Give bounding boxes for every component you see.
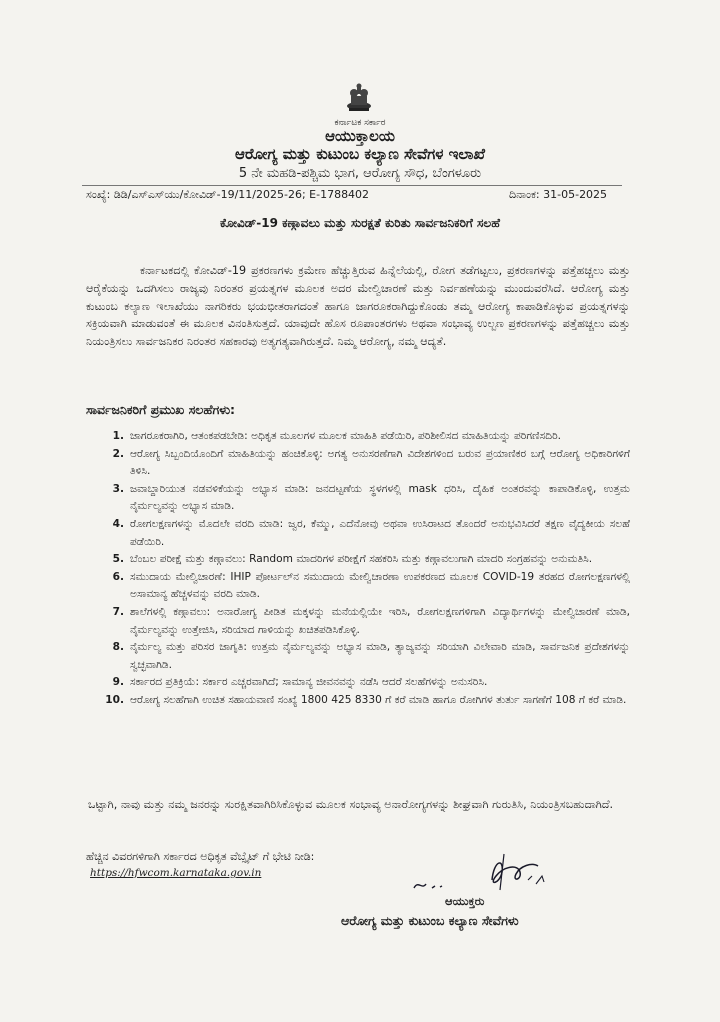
advisories-list	[102, 428, 630, 710]
office-name: ಆಯುಕ್ತಾಲಯ	[325, 127, 395, 145]
advisory-number: 9.	[112, 676, 124, 689]
handwritten-signature	[408, 850, 558, 900]
advisory-item	[102, 516, 630, 551]
document-date: ದಿನಾಂಕ: 31-05-2025	[509, 188, 608, 201]
advisory-item	[102, 674, 630, 692]
advisory-number: 4.	[112, 517, 124, 530]
advisory-item	[102, 551, 630, 569]
intro-paragraph: ಕರ್ನಾಟಕದಲ್ಲಿ ಕೋವಿಡ್-19 ಪ್ರಕರಣಗಳು ಕ್ರಮೇಣ ಹೆಚ್ಚುತ್ತಿರುವ ಹಿನ್ನೆಲೆಯಲ್ಲಿ, ರೋಗ ತಡೆಗಟ್ಟಲು, ಪ್ರಕರಣಗಳನ್ನು ಪತ್ತೆಹಚ್ಚಲು ಮತ್ತು ಆರೈಕೆಯನ್ನು ಒದಗಿಸಲು ರಾಜ್ಯವು ನಿರಂತರ ಪ್ರಯತ್ನಗಳ ಮೂಲಕ ಅದರ ಮೇಲ್ವಿಚಾರಣೆ ಮತ್ತು ನಿರ್ವಹಣೆಯನ್ನು ಮುಂದುವರೆಸಿದೆ. ಆರೋಗ್ಯ ಮತ್ತು ಕುಟುಂಬ ಕಲ್ಯಾಣ ಇಲಾಖೆಯು ನಾಗರಿಕರು ಭಯಭೀತರಾಗದಂತೆ ಹಾಗೂ ಜಾಗರೂಕರಾಗಿದ್ದುಕೊಂಡು ತಮ್ಮ ಆರೋಗ್ಯ ಕಾಪಾಡಿಕೊಳ್ಳುವ ಪ್ರಯತ್ನಗಳನ್ನು ಸಕ್ರಿಯವಾಗಿ ಮಾಡುವಂತೆ ಈ ಮೂಲಕ ವಿನಂತಿಸುತ್ತದೆ. ಯಾವುದೇ ಹೊಸ ರೂಪಾಂತರಗಳು ಅಥವಾ ಸಂಭಾವ್ಯ ಉಲ್ಬಣ ಪ್ರಕರಣಗಳನ್ನು ಪತ್ತೆಹಚ್ಚಲು ಮತ್ತು ನಿಯಂತ್ರಿಸಲು ಸಾರ್ವಜನಿಕರ ನಿರಂತರ ಸಹಕಾರವು ಅತ್ಯಗತ್ಯವಾಗಿರುತ್ತದೆ. ನಿಮ್ಮ ಆರೋಗ್ಯ, ನಮ್ಮ ಆದ್ಯತೆ.	[86, 264, 630, 349]
advisory-text: ಸಮುದಾಯ ಮೇಲ್ವಿಚಾರಣೆ: IHIP ಪೋರ್ಟಲ್‌ನ ಸಮುದಾಯ ಮೇಲ್ವಿಚಾರಣಾ ಉಪಕರಣದ ಮೂಲಕ COVID-19 ತರಹದ ರೋಗಲಕ್ಷಣಗಳಲ್ಲಿ ಅಸಾಮಾನ್ಯ ಹೆಚ್ಚಳವನ್ನು ವರದಿ ಮಾಡಿ.	[130, 570, 630, 601]
advisory-item	[102, 604, 630, 639]
advisory-number: 1.	[112, 430, 124, 442]
closing-paragraph: ಒಟ್ಟಾಗಿ, ನಾವು ಮತ್ತು ನಮ್ಮ ಜನರನ್ನು ಸುರಕ್ಷಿತವಾಗಿರಿಸಿಕೊಳ್ಳುವ ಮೂಲಕ ಸಂಭಾವ್ಯ ಅನಾರೋಗ್ಯಗಳನ್ನು ಶೀಘ್ರವಾಗಿ ಗುರುತಿಸಿ, ನಿಯಂತ್ರಿಸಬಹುದಾಗಿದೆ.	[88, 798, 614, 811]
reference-number: ಸಂಖ್ಯೆ: ಡಿಡಿ/ಎಸ್‌ಎಸ್‌ಯು/ಕೋವಿಡ್-19/11/2025-26; E-1788402	[86, 188, 370, 201]
subject-line: ಕೋವಿಡ್-19 ಕಣ್ಗಾವಲು ಮತ್ತು ಸುರಕ್ಷತೆ ಕುರಿತು ಸಾರ್ವಜನಿಕರಿಗೆ ಸಲಹೆ	[219, 216, 501, 230]
advisory-item	[102, 639, 630, 674]
advisory-text: ರೋಗಲಕ್ಷಣಗಳನ್ನು ಮೊದಲೇ ವರದಿ ಮಾಡಿ: ಜ್ವರ, ಕೆಮ್ಮು, ಎದೆನೋವು ಅಥವಾ ಉಸಿರಾಟದ ತೊಂದರೆ ಅನುಭವಿಸಿದರೆ ತಕ್ಷಣ ವೈದ್ಯಕೀಯ ಸಲಹೆ ಪಡೆಯಿರಿ.	[130, 517, 630, 548]
advisory-number: 3.	[112, 482, 124, 495]
department-name: ಆರೋಗ್ಯ ಮತ್ತು ಕುಟುಂಬ ಕಲ್ಯಾಣ ಸೇವೆಗಳ ಇಲಾಖೆ	[235, 145, 485, 163]
state-emblem-icon	[342, 82, 376, 116]
office-address: 5 ನೇ ಮಹಡಿ-ಪಶ್ಚಿಮ ಭಾಗ, ಆರೋಗ್ಯ ಸೌಧ, ಬೆಂಗಳೂರು	[238, 166, 482, 181]
advisory-item	[102, 446, 630, 481]
advisory-text: ಆರೋಗ್ಯ ಸಿಬ್ಬಂದಿಯೊಂದಿಗೆ ಮಾಹಿತಿಯನ್ನು ಹಂಚಿಕೊಳ್ಳಿ: ಅಗತ್ಯ ಅನುಸರಣೆಗಾಗಿ ವಿದೇಶಗಳಿಂದ ಬರುವ ಪ್ರಯಾಣಿಕರ ಬಗ್ಗೆ ಆರೋಗ್ಯ ಅಧಿಕಾರಿಗಳಿಗೆ ತಿಳಿಸಿ.	[130, 447, 630, 478]
advisory-text: ಬೆಂಬಲ ಪರೀಕ್ಷೆ ಮತ್ತು ಕಣ್ಗಾವಲು: Random ಮಾದರಿಗಳ ಪರೀಕ್ಷೆಗೆ ಸಹಕರಿಸಿ ಮತ್ತು ಕಣ್ಗಾವಲುಗಾಗಿ ಮಾದರಿ ಸಂಗ್ರಹವನ್ನು ಅನುಮತಿಸಿ.	[130, 553, 593, 566]
website-link[interactable]: https://hfwcom.karnataka.gov.in	[90, 867, 262, 879]
advisory-text: ಶಾಲೆಗಳಲ್ಲಿ ಕಣ್ಗಾವಲು: ಅನಾರೋಗ್ಯ ಪೀಡಿತ ಮಕ್ಕಳನ್ನು ಮನೆಯಲ್ಲಿಯೇ ಇರಿಸಿ, ರೋಗಲಕ್ಷಣಗಳಿಗಾಗಿ ವಿದ್ಯಾರ್ಥಿಗಳನ್ನು ಮೇಲ್ವಿಚಾರಣೆ ಮಾಡಿ, ನೈರ್ಮಲ್ಯವನ್ನು ಉತ್ತೇಜಿಸಿ, ಸರಿಯಾದ ಗಾಳಿಯನ್ನು ಖಚಿತಪಡಿಸಿಕೊಳ್ಳಿ.	[130, 605, 630, 636]
advisory-number: 8.	[112, 641, 124, 654]
signatory-department: ಆರೋಗ್ಯ ಮತ್ತು ಕುಟುಂಬ ಕಲ್ಯಾಣ ಸೇವೆಗಳು	[341, 913, 519, 928]
advisory-text: ಸರ್ಕಾರದ ಪ್ರತಿಕ್ರಿಯೆ: ಸರ್ಕಾರ ಎಚ್ಚರವಾಗಿದೆ; ಸಾಮಾನ್ಯ ಜೀವನವನ್ನು ನಡೆಸಿ ಆದರೆ ಸಲಹೆಗಳನ್ನು ಅನುಸರಿಸಿ.	[130, 676, 488, 689]
advisory-number: 2.	[112, 447, 124, 460]
advisory-item	[102, 481, 630, 516]
advisories-heading: ಸಾರ್ವಜನಿಕರಿಗೆ ಪ್ರಮುಖ ಸಲಹೆಗಳು:	[86, 402, 236, 417]
advisory-number: 7.	[112, 605, 124, 618]
more-info-text: ಹೆಚ್ಚಿನ ವಿವರಗಳಿಗಾಗಿ ಸರ್ಕಾರದ ಅಧಿಕೃತ ವೆಬ್ಸೈಟ್ ಗೆ ಭೇಟಿ ನೀಡಿ:	[86, 850, 315, 863]
advisory-text: ನೈರ್ಮಲ್ಯ ಮತ್ತು ಪರಿಸರ ಜಾಗೃತಿ: ಉತ್ತಮ ನೈರ್ಮಲ್ಯವನ್ನು ಅಭ್ಯಾಸ ಮಾಡಿ, ತ್ಯಾಜ್ಯವನ್ನು ಸರಿಯಾಗಿ ವಿಲೇವಾರಿ ಮಾಡಿ, ಸಾರ್ವಜನಿಕ ಪ್ರದೇಶಗಳನ್ನು ಸ್ವಚ್ಛವಾಗಿಡಿ.	[130, 641, 630, 671]
advisory-item	[102, 569, 630, 604]
advisory-item	[102, 428, 630, 446]
advisory-number: 6.	[112, 570, 124, 583]
signatory-title: ಆಯುಕ್ತರು	[445, 894, 485, 908]
header-divider	[82, 185, 622, 186]
advisory-text: ಜಾಗರೂಕರಾಗಿರಿ, ಆತಂಕಪಡಬೇಡಿ: ಅಧಿಕೃತ ಮೂಲಗಳ ಮೂಲಕ ಮಾಹಿತಿ ಪಡೆಯಿರಿ, ಪರಿಶೀಲಿಸದ ಮಾಹಿತಿಯನ್ನು ಪರಿಗಣಿಸದಿರಿ.	[130, 430, 562, 442]
government-name: ಕರ್ನಾಟಕ ಸರ್ಕಾರ	[334, 118, 386, 128]
advisory-number: 5.	[112, 553, 124, 566]
advisory-text: ಜವಾಬ್ದಾರಿಯುತ ನಡವಳಿಕೆಯನ್ನು ಅಭ್ಯಾಸ ಮಾಡಿ: ಜನದಟ್ಟಣೆಯ ಸ್ಥಳಗಳಲ್ಲಿ mask ಧರಿಸಿ, ದೈಹಿಕ ಅಂತರವನ್ನು ಕಾಪಾಡಿಕೊಳ್ಳಿ, ಉತ್ತಮ ನೈರ್ಮಲ್ಯವನ್ನು ಅಭ್ಯಾಸ ಮಾಡಿ.	[130, 482, 630, 513]
advisory-number: 10.	[105, 693, 124, 706]
advisory-text: ಆರೋಗ್ಯ ಸಲಹೆಗಾಗಿ ಉಚಿತ ಸಹಾಯವಾಣಿ ಸಂಖ್ಯೆ 1800 425 8330 ಗೆ ಕರೆ ಮಾಡಿ ಹಾಗೂ ರೋಗಿಗಳ ತುರ್ತು ಸಾಗಣೆಗೆ 108 ಗೆ ಕರೆ ಮಾಡಿ.	[130, 693, 627, 706]
advisory-item	[102, 692, 630, 710]
